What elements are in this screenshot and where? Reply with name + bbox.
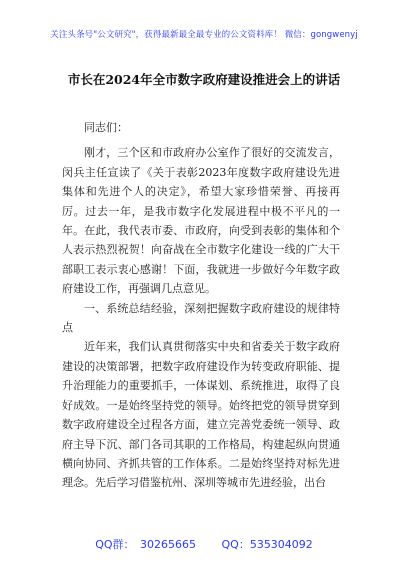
document-title: 市长在2024年全市数字政府建设推进会上的讲话 xyxy=(67,72,341,87)
document-body xyxy=(62,118,340,493)
section-heading-1: 一、系统总结经验，深刻把握数字政府建设的规律特点 xyxy=(62,301,340,335)
footer-qq-group: QQ群： 30265665 xyxy=(95,538,196,551)
paragraph-section-1: 近年来，我们认真贯彻落实中央和省委关于数字政府建设的决策部署，把数字政府建设作为转变政府职能、提升治理能力的重要抓手，一体谋划、系统推进，取得了良好成效。一是始终坚持党的领导。始终把党的领导贯穿到数字政府建设全过程各方面，建立完善党委统一领导、政府主导下沉、部门各司其职的工作格局，构建起纵向贯通横向协同、齐抓共管的工作体系。二是始终坚持对标先进理念。先后学习借鉴杭州、深圳等城市先进经验，出台 xyxy=(62,340,340,490)
paragraph-intro: 刚才，三个区和市政府办公室作了很好的交流发言，闵兵主任宣读了《关于表彰2023年度数字政府建设先进集体和先进个人的决定》，希望大家珍惜荣誉、再接再厉。过去一年，是我市数字化发展进程中极不平凡的一年。在此，我代表市委、市政府，向受到表彰的集体和个人表示热烈祝贺！向奋战在全市数字化建设一线的广大干部职工表示衷心感谢！下面，我就进一步做好今年数字政府建设工作，再强调几点意见。 xyxy=(62,146,340,296)
salutation: 同志们： xyxy=(84,121,128,134)
header-banner: 关注头条号"公文研究"，获得最新最全最专业的公文资料库！ 微信：gongwenyj xyxy=(50,30,358,40)
footer-qq: QQ：535304092 xyxy=(221,538,313,551)
footer-contact xyxy=(0,536,408,552)
